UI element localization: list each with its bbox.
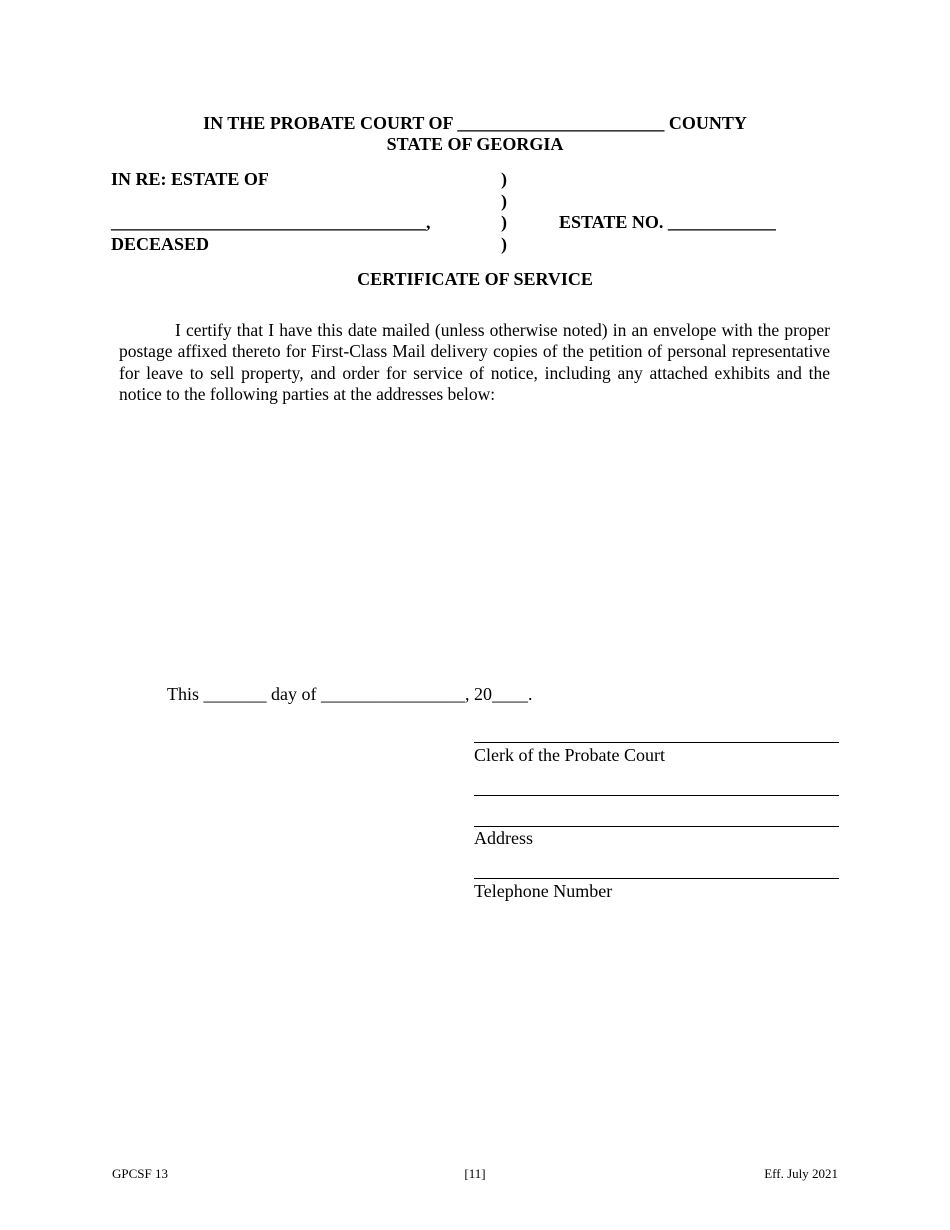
date-line: This _______ day of ________________, 20____. [167,684,533,704]
address-label: Address [474,828,533,848]
clerk-label: Clerk of the Probate Court [474,745,665,765]
state-heading: STATE OF GEORGIA [386,134,564,154]
address-line-1 [474,795,839,796]
caption-paren: ) [501,191,507,211]
deceased-label: DECEASED [111,234,210,254]
footer-page-number: [11] [464,1166,486,1181]
in-re-estate-label: IN RE: ESTATE OF [111,169,269,189]
caption-paren: ) [501,234,507,254]
estate-number-field: ESTATE NO. ____________ [559,212,776,232]
caption-paren: ) [501,169,507,189]
footer-effective-date: Eff. July 2021 [764,1166,838,1181]
certificate-title: CERTIFICATE OF SERVICE [357,269,593,289]
telephone-line [474,878,839,879]
court-heading: IN THE PROBATE COURT OF _______________________ COUNTY [203,113,747,133]
telephone-label: Telephone Number [474,881,613,901]
footer-form-id: GPCSF 13 [112,1166,168,1181]
estate-name-blank: ___________________________________, [111,212,431,232]
address-line-2 [474,826,839,827]
clerk-signature-line [474,742,839,743]
certificate-body: I certify that I have this date mailed (unless otherwise noted) in an envelope with the proper postage affixed thereto for First-Class Mail delivery copies of the petition of personal representative for leave to sell property, and order for service of notice, including any attached exhibits and the notice to the following parties at the addresses below: [119,320,830,404]
caption-paren: ) [501,212,507,232]
